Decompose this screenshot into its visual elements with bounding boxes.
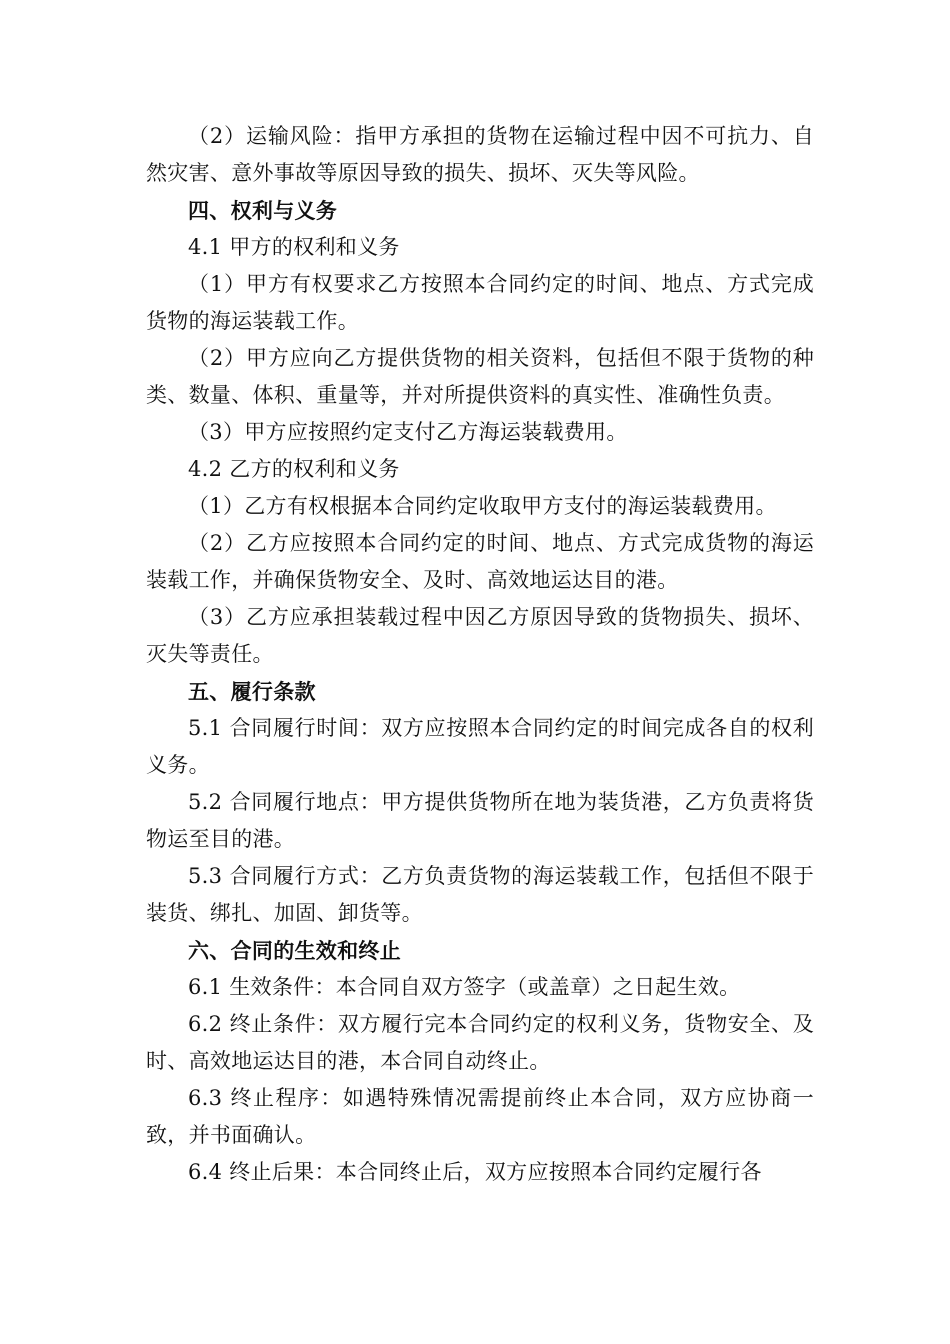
paragraph-6-1: 6.1 生效条件：本合同自双方签字（或盖章）之日起生效。 [188, 975, 741, 999]
paragraph-a-1: （1）甲方有权要求乙方按照本合同约定的时间、地点、方式完成货物的海运装载工作。 [146, 272, 814, 333]
paragraph-transport-risk: （2）运输风险：指甲方承担的货物在运输过程中因不可抗力、自然灾害、意外事故等原因导致的损失、损坏、灭失等风险。 [146, 124, 814, 185]
paragraph-b-1: （1）乙方有权根据本合同约定收取甲方支付的海运装载费用。 [188, 494, 777, 518]
paragraph-a-2: （2）甲方应向乙方提供货物的相关资料，包括但不限于货物的种类、数量、体积、重量等，并对所提供资料的真实性、准确性负责。 [146, 346, 814, 407]
subsection-party-b-rights: 4.2 乙方的权利和义务 [188, 457, 400, 481]
paragraph-b-2: （2）乙方应按照本合同约定的时间、地点、方式完成货物的海运装载工作，并确保货物安全、及时、高效地运达目的港。 [146, 531, 814, 592]
section-heading-effect-termination: 六、合同的生效和终止 [188, 938, 401, 963]
paragraph-6-4: 6.4 终止后果：本合同终止后，双方应按照本合同约定履行各 [188, 1160, 762, 1184]
paragraph-a-3: （3）甲方应按照约定支付乙方海运装载费用。 [188, 420, 628, 444]
paragraph-5-3: 5.3 合同履行方式：乙方负责货物的海运装载工作，包括但不限于装货、绑扎、加固、卸货等。 [146, 864, 814, 925]
paragraph-6-2: 6.2 终止条件：双方履行完本合同约定的权利义务，货物安全、及时、高效地运达目的港，本合同自动终止。 [146, 1012, 814, 1073]
paragraph-b-3: （3）乙方应承担装载过程中因乙方原因导致的货物损失、损坏、灭失等责任。 [146, 605, 814, 666]
document-page [146, 118, 814, 1191]
paragraph-6-3: 6.3 终止程序：如遇特殊情况需提前终止本合同，双方应协商一致，并书面确认。 [146, 1086, 814, 1147]
subsection-party-a-rights: 4.1 甲方的权利和义务 [188, 235, 400, 259]
paragraph-5-1: 5.1 合同履行时间：双方应按照本合同约定的时间完成各自的权利义务。 [146, 716, 814, 777]
section-heading-performance: 五、履行条款 [188, 679, 316, 704]
section-heading-rights-obligations: 四、权利与义务 [188, 198, 338, 223]
paragraph-5-2: 5.2 合同履行地点：甲方提供货物所在地为装货港，乙方负责将货物运至目的港。 [146, 790, 814, 851]
